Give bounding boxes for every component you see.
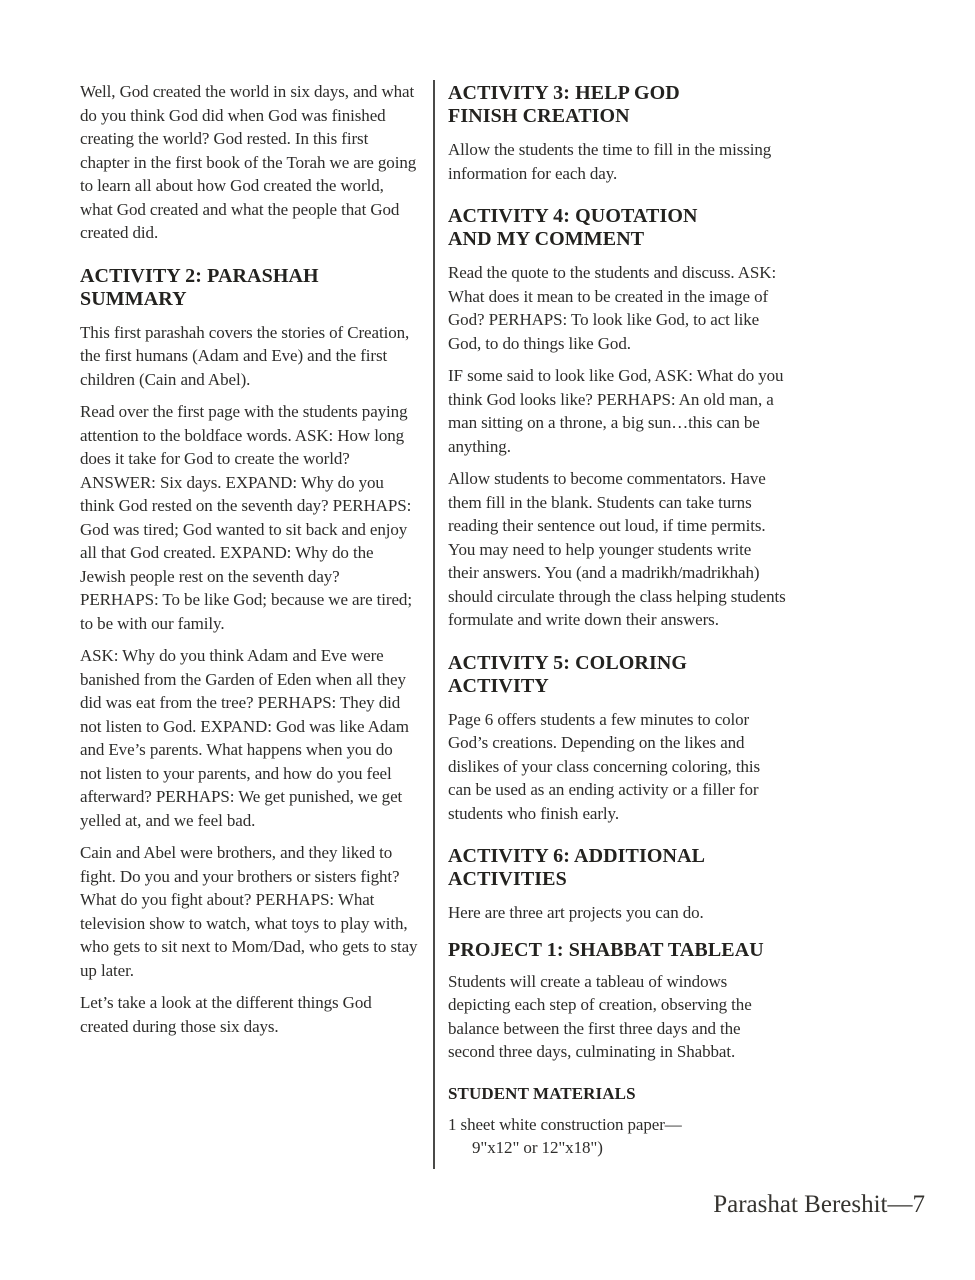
student-materials-line-2: 9"x12" or 12"x18") (472, 1138, 603, 1157)
activity-5-heading-line-2: ACTIVITY (448, 674, 549, 697)
activity-3-heading-line-1: ACTIVITY 3: HELP GOD (448, 82, 680, 104)
left-column (80, 80, 418, 1169)
project-1-paragraph: Students will create a tableau of windows depicting each step of creation, observing the balance between the first three days and the second three days, culminating in Shabbat. (448, 971, 752, 1061)
activity-5-paragraph: Page 6 offers students a few minutes to color God’s creations. Depending on the likes and dislikes of your class concerning coloring, this can be used as an ending activity or a filler for students who finish early. (448, 709, 760, 823)
activity-2-heading-line-2: SUMMARY (80, 287, 187, 310)
page-body (80, 80, 786, 1169)
activity-3-heading-line-2: FINISH CREATION (448, 105, 630, 127)
page-footer: Parashat Bereshit—7 (713, 1191, 925, 1218)
activity-6-heading-line-2: ACTIVITIES (448, 868, 567, 890)
intro-paragraph: Well, God created the world in six days, and what do you think God did when God was finished creating the world? God rested. In this first chapter in the first book of the Torah we are going to learn all about how God created the world, what God created and what the people that God created did. (80, 82, 417, 242)
student-materials-line-1: 1 sheet white construction paper— (448, 1114, 682, 1134)
activity-2-heading (80, 265, 418, 311)
project-1-heading: PROJECT 1: SHABBAT TABLEAU (448, 938, 764, 961)
activity-4-heading (448, 205, 786, 251)
activity-2-paragraph: ASK: Why do you think Adam and Eve were banished from the Garden of Eden when all they did was eat from the tree? PERHAPS: They did not listen to God. EXPAND: God was like Adam and Eve’s parents. What happens when you do not listen to your parents, and how do you feel afterward? PERHAPS: We get punished, we get yelled at, and we feel bad. (80, 646, 409, 830)
activity-2-paragraph: Read over the first page with the students paying attention to the boldface words. ASK: How long does it take for God to create the world? ANSWER: Six days. EXPAND: Why do you think God rested on the seventh day? PERHAPS: God was tired; God wanted to sit back and enjoy all that God created. EXPAND: Why do the Jewish people rest on the seventh day? PERHAPS: To be like God; because we are tired; to be with our family. (80, 402, 412, 633)
activity-4-paragraph: Allow students to become commentators. Have them fill in the blank. Students can take turns reading their sentence out loud, if time permits. You may need to help younger students write their answers. You (and a madrikh/madrikhah) should circulate through the class helping students formulate and write down their answers. (448, 469, 786, 629)
activity-4-paragraph: IF some said to look like God, ASK: What do you think God looks like? PERHAPS: An old man, a man sitting on a throne, a big sun…this can be anything. (448, 366, 784, 456)
activity-3-paragraph: Allow the students the time to fill in the missing information for each day. (448, 140, 772, 183)
activity-4-paragraph: Read the quote to the students and discuss. ASK: What does it mean to be created in the image of God? PERHAPS: To look like God, to act like God, to do things like God. (448, 263, 777, 353)
activity-5-heading-line-1: ACTIVITY 5: COLORING (448, 651, 688, 674)
student-materials-heading: STUDENT MATERIALS (448, 1083, 636, 1103)
activity-6-heading-line-1: ACTIVITY 6: ADDITIONAL (448, 845, 706, 867)
activity-2-paragraph: Let’s take a look at the different things God created during those six days. (80, 993, 372, 1036)
activity-2-heading-line-1: ACTIVITY 2: PARASHAH (80, 264, 319, 287)
activity-6-heading (448, 845, 786, 891)
activity-6-paragraph: Here are three art projects you can do. (448, 903, 704, 922)
activity-4-heading-line-2: AND MY COMMENT (448, 228, 645, 250)
activity-2-paragraph: This first parashah covers the stories of Creation, the first humans (Adam and Eve) and the first children (Cain and Abel). (80, 322, 410, 389)
right-column (448, 80, 786, 1169)
activity-4-heading-line-1: ACTIVITY 4: QUOTATION (448, 205, 698, 227)
column-divider (433, 80, 435, 1169)
activity-2-paragraph: Cain and Abel were brothers, and they liked to fight. Do you and your brothers or sisters fight? What do you fight about? PERHAPS: What television show to watch, what toys to play with, who gets to sit next to Mom/Dad, who gets to stay up later. (80, 843, 418, 980)
activity-5-heading (448, 652, 786, 698)
activity-3-heading (448, 82, 786, 128)
